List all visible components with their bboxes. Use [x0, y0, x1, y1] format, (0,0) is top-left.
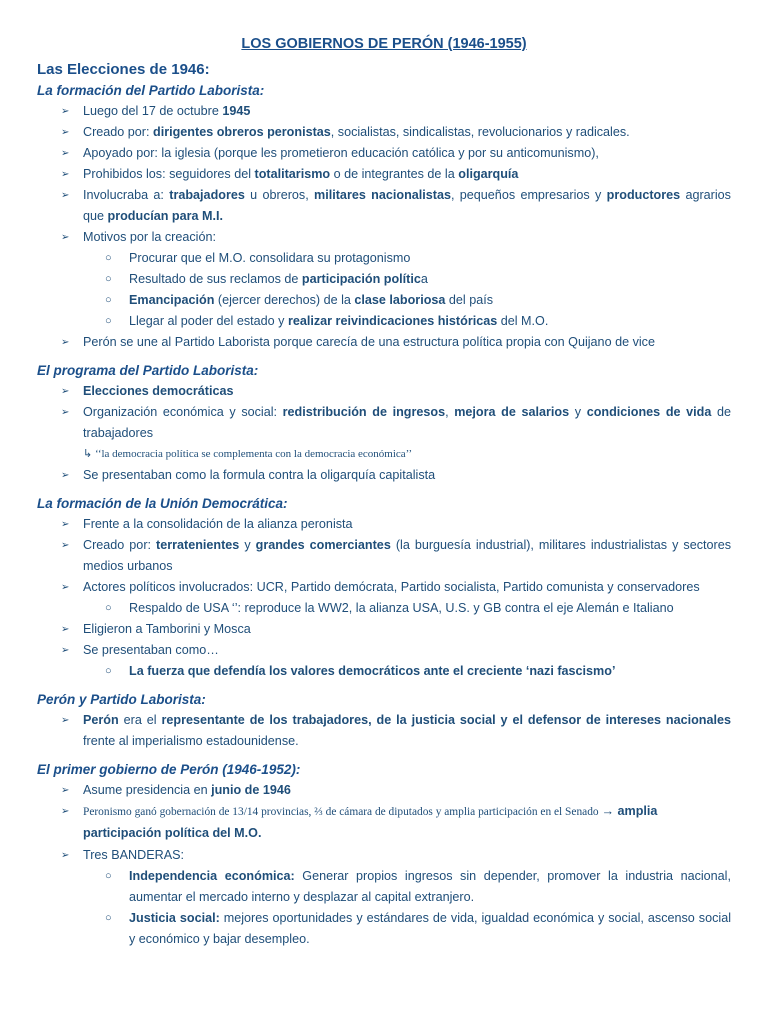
section-heading-elecciones-1946: Las Elecciones de 1946: [37, 61, 210, 78]
list-item: ➢ Prohibidos los: seguidores del totalitarismo o de integrantes de la oligarquía [37, 164, 731, 185]
arrow-bullet-icon: ➢ [61, 806, 70, 817]
subheading-union-democratica: La formación de la Unión Democrática: [37, 496, 288, 511]
sub-list-item: ○ Emancipación (ejercer derechos) de la clase laboriosa del país [37, 290, 731, 311]
subheading-primer-gobierno: El primer gobierno de Perón (1946-1952): [37, 762, 301, 777]
list-item: ➢ Involucraba a: trabajadores u obreros, militares nacionalistas, pequeños empresarios y productores agrarios que producían para M.I. [37, 185, 731, 227]
list-item: ➢ Motivos por la creación: [37, 227, 731, 248]
list-item: ➢ Tres BANDERAS: [37, 845, 731, 866]
return-arrow-icon: ↳ [83, 448, 93, 460]
arrow-bullet-icon: ➢ [61, 715, 70, 726]
list-primer-gobierno [37, 780, 731, 950]
list-item: ➢ Asume presidencia en junio de 1946 [37, 780, 731, 801]
list-item: ➢ Peronismo ganó gobernación de 13/14 provincias, ⅔ de cámara de diputados y amplia participación en el Senado → amplia participación política del M.O. [37, 801, 731, 845]
circle-bullet-icon: ○ [105, 252, 112, 264]
list-union-democratica [37, 514, 731, 682]
circle-bullet-icon: ○ [105, 294, 112, 306]
arrow-bullet-icon: ➢ [61, 169, 70, 180]
arrow-bullet-icon: ➢ [61, 127, 70, 138]
list-item: ➢ Organización económica y social: redistribución de ingresos, mejora de salarios y condiciones de vida de trabajadores [37, 402, 731, 444]
arrow-bullet-icon: ➢ [61, 148, 70, 159]
list-item: ➢ Se presentaban como la formula contra la oligarquía capitalista [37, 465, 731, 486]
list-programa [37, 381, 731, 486]
circle-bullet-icon: ○ [105, 315, 112, 327]
sub-list-item: ○ Independencia económica: Generar propios ingresos sin depender, promover la industria nacional, aumentar el mercado interno y desplazar al capital extranjero. [37, 866, 731, 908]
list-item: ➢ Creado por: dirigentes obreros peronistas, socialistas, sindicalistas, revolucionarios y radicales. [37, 122, 731, 143]
arrow-bullet-icon: ➢ [61, 519, 70, 530]
sub-list-item: ○ Resultado de sus reclamos de participación política [37, 269, 731, 290]
arrow-bullet-icon: ➢ [61, 645, 70, 656]
arrow-bullet-icon: ➢ [61, 337, 70, 348]
arrow-bullet-icon: ➢ [61, 624, 70, 635]
list-peron [37, 710, 731, 752]
list-item: ➢ Frente a la consolidación de la alianza peronista [37, 514, 731, 535]
document-title: LOS GOBIERNOS DE PERÓN (1946-1955) [241, 36, 527, 52]
arrow-bullet-icon: ➢ [61, 850, 70, 861]
circle-bullet-icon: ○ [105, 602, 112, 614]
list-item: ➢ Perón era el representante de los trabajadores, de la justicia social y el defensor de intereses nacionales frente al imperialismo estadounidense. [37, 710, 731, 752]
subheading-peron-partido-laborista: Perón y Partido Laborista: [37, 692, 206, 707]
circle-bullet-icon: ○ [105, 870, 112, 882]
list-item: ➢ Apoyado por: la iglesia (porque les prometieron educación católica y por su anticomunismo), [37, 143, 731, 164]
arrow-bullet-icon: ➢ [61, 470, 70, 481]
list-item: ➢ Perón se une al Partido Laborista porque carecía de una estructura política propia con Quijano de vice [37, 332, 731, 353]
arrow-bullet-icon: ➢ [61, 106, 70, 117]
list-item: ➢ Luego del 17 de octubre 1945 [37, 101, 731, 122]
subheading-formacion-partido-laborista: La formación del Partido Laborista: [37, 83, 265, 98]
arrow-bullet-icon: ➢ [61, 540, 70, 551]
arrow-bullet-icon: ➢ [61, 582, 70, 593]
circle-bullet-icon: ○ [105, 665, 112, 677]
subheading-programa-partido-laborista: El programa del Partido Laborista: [37, 363, 259, 378]
list-item: ➢ Creado por: terratenientes y grandes comerciantes (la burguesía industrial), militares industrialistas y sectores medios urbanos [37, 535, 731, 577]
sub-list-item: ○ Llegar al poder del estado y realizar reivindicaciones históricas del M.O. [37, 311, 731, 332]
arrow-bullet-icon: ➢ [61, 386, 70, 397]
quote-note: ↳ ‘‘la democracia política se complementa con la democracia económica’’ [83, 448, 413, 460]
arrow-bullet-icon: ➢ [61, 785, 70, 796]
list-item: ➢ Se presentaban como… [37, 640, 731, 661]
sub-list-item: ○ Justicia social: mejores oportunidades y estándares de vida, igualdad económica y social, ascenso social y económico y bajar desempleo. [37, 908, 731, 950]
sub-list-item: ○ Respaldo de USA ‘’: reproduce la WW2, la alianza USA, U.S. y GB contra el eje Alemán e Italiano [37, 598, 731, 619]
arrow-bullet-icon: ➢ [61, 232, 70, 243]
arrow-bullet-icon: ➢ [61, 407, 70, 418]
list-item: ➢ Actores políticos involucrados: UCR, Partido demócrata, Partido socialista, Partido comunista y conservadores [37, 577, 731, 598]
list-partido-laborista [37, 101, 731, 353]
list-item: ➢ Eligieron a Tamborini y Mosca [37, 619, 731, 640]
sub-list-item: ○ La fuerza que defendía los valores democráticos ante el creciente ‘nazi fascismo’ [37, 661, 731, 682]
list-item: ➢ Elecciones democráticas [37, 381, 731, 402]
circle-bullet-icon: ○ [105, 912, 112, 924]
circle-bullet-icon: ○ [105, 273, 112, 285]
sub-list-item: ○ Procurar que el M.O. consolidara su protagonismo [37, 248, 731, 269]
arrow-bullet-icon: ➢ [61, 190, 70, 201]
